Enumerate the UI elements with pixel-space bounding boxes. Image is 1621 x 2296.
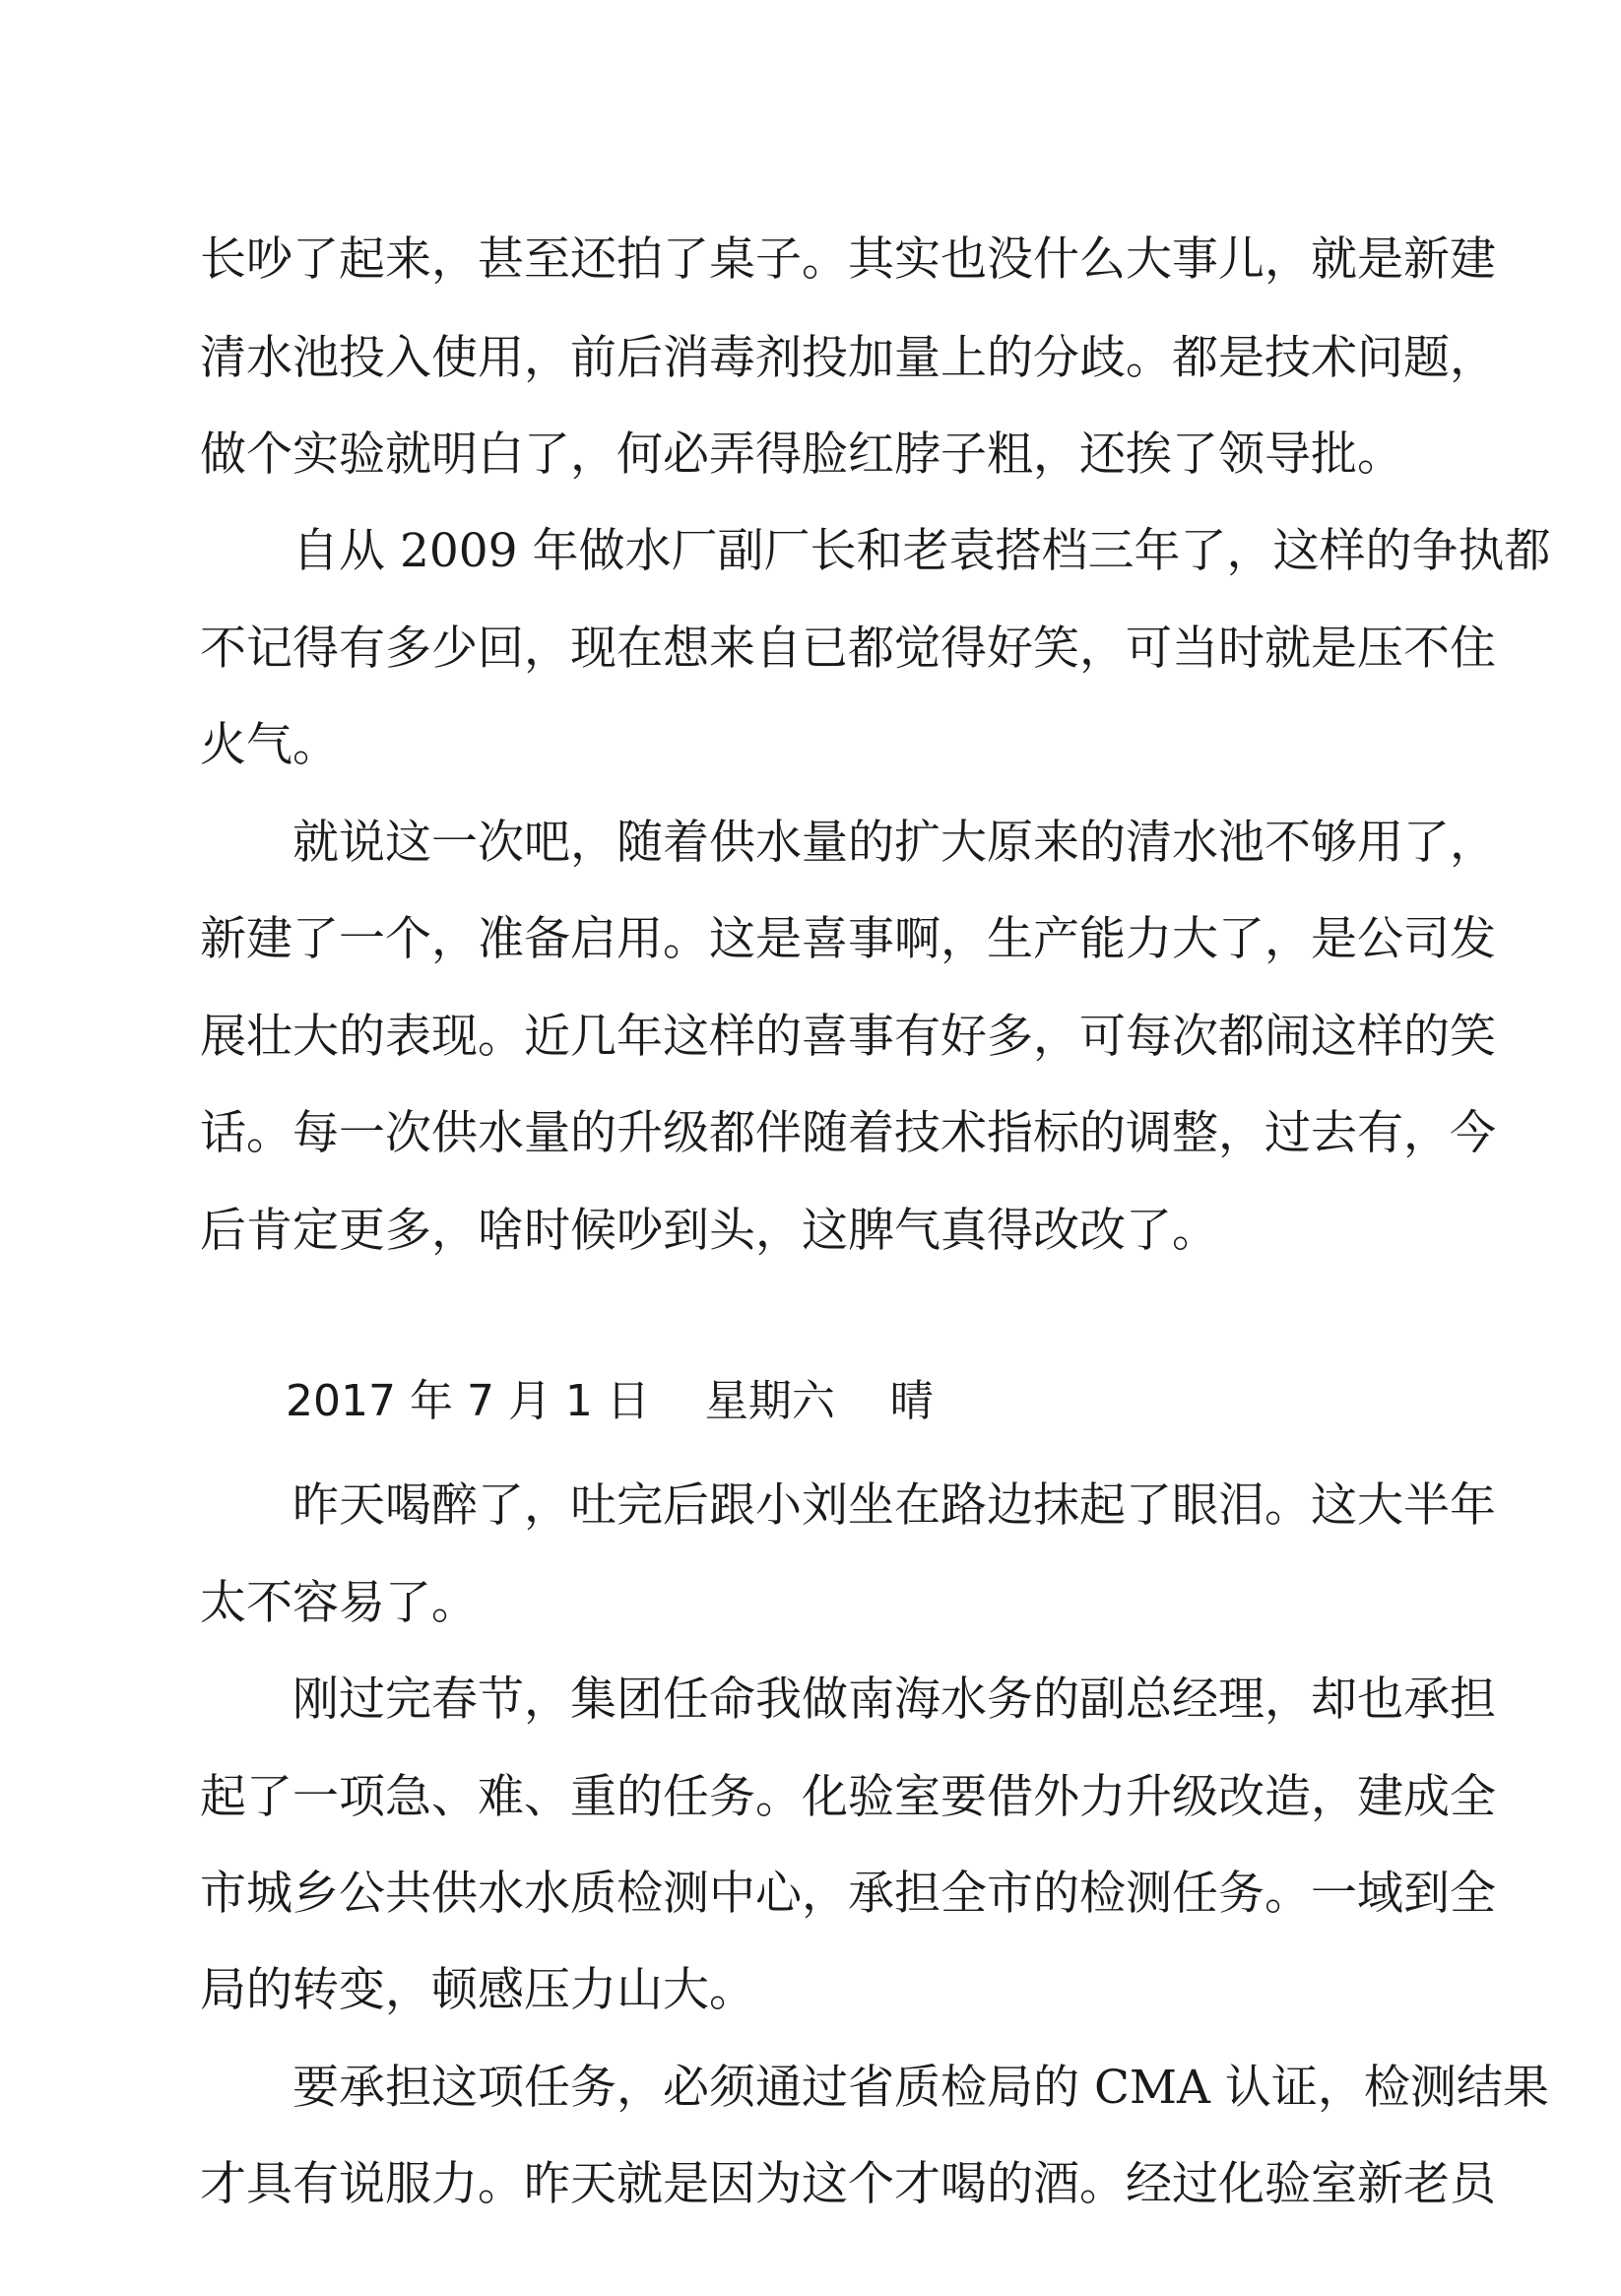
text-line: 展壮大的表现。近几年这样的喜事有好多，可每次都闹这样的笑 xyxy=(200,1010,1496,1064)
entry-date-heading: 2017 年 7 月 1 日 星期六 晴 xyxy=(286,1376,934,1426)
text-line: 清水池投入使用，前后消毒剂投加量上的分歧。都是技术问题， xyxy=(200,331,1496,385)
text-line: 火气。 xyxy=(200,718,339,772)
text-line: 昨天喝醉了，吐完后跟小刘坐在路边抹起了眼泪。这大半年 xyxy=(292,1478,1496,1533)
text-line: 才具有说服力。昨天就是因为这个才喝的酒。经过化验室新老员 xyxy=(200,2157,1496,2211)
text-line: 自从 2009 年做水厂副厂长和老袁搭档三年了，这样的争执都 xyxy=(292,524,1551,578)
text-line: 做个实验就明白了，何必弄得脸红脖子粗，还挨了领导批。 xyxy=(200,427,1403,482)
text-line: 局的转变，顿感压力山大。 xyxy=(200,1963,755,2017)
text-line: 新建了一个，准备启用。这是喜事啊，生产能力大了，是公司发 xyxy=(200,912,1496,966)
text-line: 市城乡公共供水水质检测中心，承担全市的检测任务。一域到全 xyxy=(200,1867,1496,1921)
text-line: 就说这一次吧，随着供水量的扩大原来的清水池不够用了， xyxy=(292,816,1496,870)
text-line: 话。每一次供水量的升级都伴随着技术指标的调整，过去有，今 xyxy=(200,1106,1496,1160)
text-line: 不记得有多少回，现在想来自已都觉得好笑，可当时就是压不住 xyxy=(200,622,1496,676)
text-line: 后肯定更多，啥时候吵到头，这脾气真得改改了。 xyxy=(200,1204,1218,1258)
text-line: 刚过完春节，集团任命我做南海水务的副总经理，却也承担 xyxy=(292,1673,1496,1727)
text-line: 长吵了起来，甚至还拍了桌子。其实也没什么大事儿，就是新建 xyxy=(200,232,1496,287)
text-line: 要承担这项任务，必须通过省质检局的 CMA 认证，检测结果 xyxy=(292,2061,1549,2115)
text-line: 太不容易了。 xyxy=(200,1576,478,1630)
text-line: 起了一项急、难、重的任务。化验室要借外力升级改造，建成全 xyxy=(200,1770,1496,1824)
